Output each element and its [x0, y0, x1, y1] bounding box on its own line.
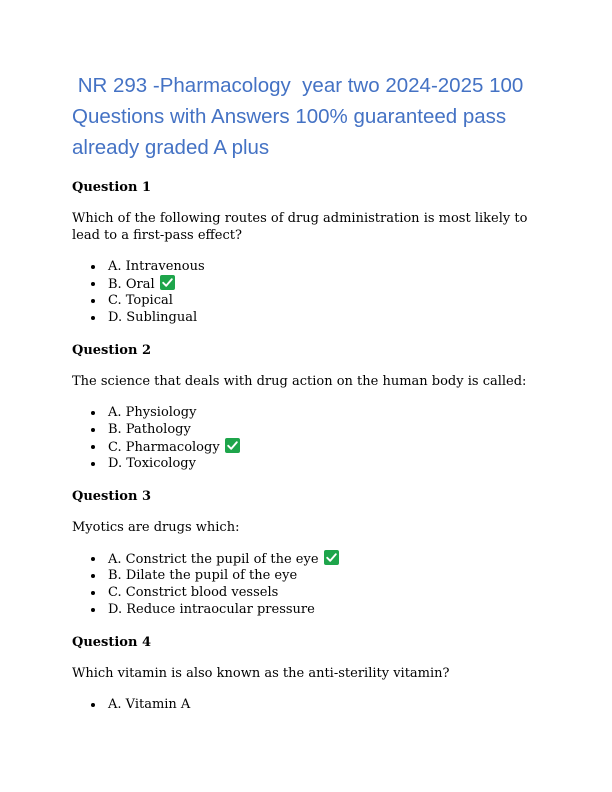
answer-option	[72, 292, 542, 309]
answer-option-label: C. Constrict blood vessels	[108, 585, 279, 600]
question-heading: Question 3	[72, 489, 152, 504]
question-text: Which vitamin is also known as the anti-sterility vitamin?	[72, 666, 450, 681]
answer-option	[72, 550, 542, 567]
answer-option-label: D. Reduce intraocular pressure	[108, 602, 315, 617]
bullet-icon	[91, 411, 95, 415]
answer-option-label: C. Pharmacology	[108, 440, 220, 455]
bullet-icon	[91, 557, 95, 561]
check-icon	[324, 550, 339, 565]
answer-option	[72, 438, 542, 455]
bullet-icon	[91, 703, 95, 707]
answer-option	[72, 455, 542, 472]
bullet-icon	[91, 316, 95, 320]
answer-option-label: C. Topical	[108, 293, 173, 308]
question-heading: Question 2	[72, 343, 152, 358]
answer-options-list	[72, 258, 542, 326]
bullet-icon	[91, 445, 95, 449]
answer-option-label: B. Dilate the pupil of the eye	[108, 568, 298, 583]
bullet-icon	[91, 608, 95, 612]
bullet-icon	[91, 265, 95, 269]
document-page	[72, 70, 542, 713]
question-block	[72, 635, 542, 713]
answer-option-label: D. Toxicology	[108, 456, 196, 471]
answer-option	[72, 584, 542, 601]
question-heading: Question 1	[72, 180, 152, 195]
answer-option	[72, 258, 542, 275]
question-text: The science that deals with drug action on the human body is called:	[72, 374, 527, 389]
bullet-icon	[91, 462, 95, 466]
question-text: Which of the following routes of drug administration is most likely to lead to a first-pass effect?	[72, 211, 528, 243]
question-block	[72, 489, 542, 618]
question-block	[72, 180, 542, 326]
question-heading: Question 4	[72, 635, 152, 650]
answer-options-list	[72, 696, 542, 713]
check-icon	[225, 438, 240, 453]
answer-option	[72, 421, 542, 438]
question-text: Myotics are drugs which:	[72, 520, 240, 535]
answer-option	[72, 601, 542, 618]
answer-option	[72, 309, 542, 326]
answer-option	[72, 404, 542, 421]
bullet-icon	[91, 282, 95, 286]
bullet-icon	[91, 428, 95, 432]
answer-option-label: B. Oral	[108, 277, 155, 292]
question-block	[72, 343, 542, 472]
document-title: NR 293 -Pharmacology year two 2024-2025 100 Questions with Answers 100% guaranteed pass already graded A plus	[72, 74, 529, 159]
answer-option-label: D. Sublingual	[108, 310, 198, 325]
answer-option	[72, 275, 542, 292]
bullet-icon	[91, 299, 95, 303]
answer-option-label: A. Intravenous	[108, 259, 205, 274]
bullet-icon	[91, 591, 95, 595]
answer-option	[72, 696, 542, 713]
answer-option-label: A. Physiology	[108, 405, 197, 420]
bullet-icon	[91, 574, 95, 578]
answer-option-label: B. Pathology	[108, 422, 191, 437]
answer-option	[72, 567, 542, 584]
check-icon	[160, 275, 175, 290]
answer-options-list	[72, 550, 542, 618]
answer-option-label: A. Constrict the pupil of the eye	[108, 552, 319, 567]
answer-options-list	[72, 404, 542, 472]
answer-option-label: A. Vitamin A	[108, 697, 191, 712]
